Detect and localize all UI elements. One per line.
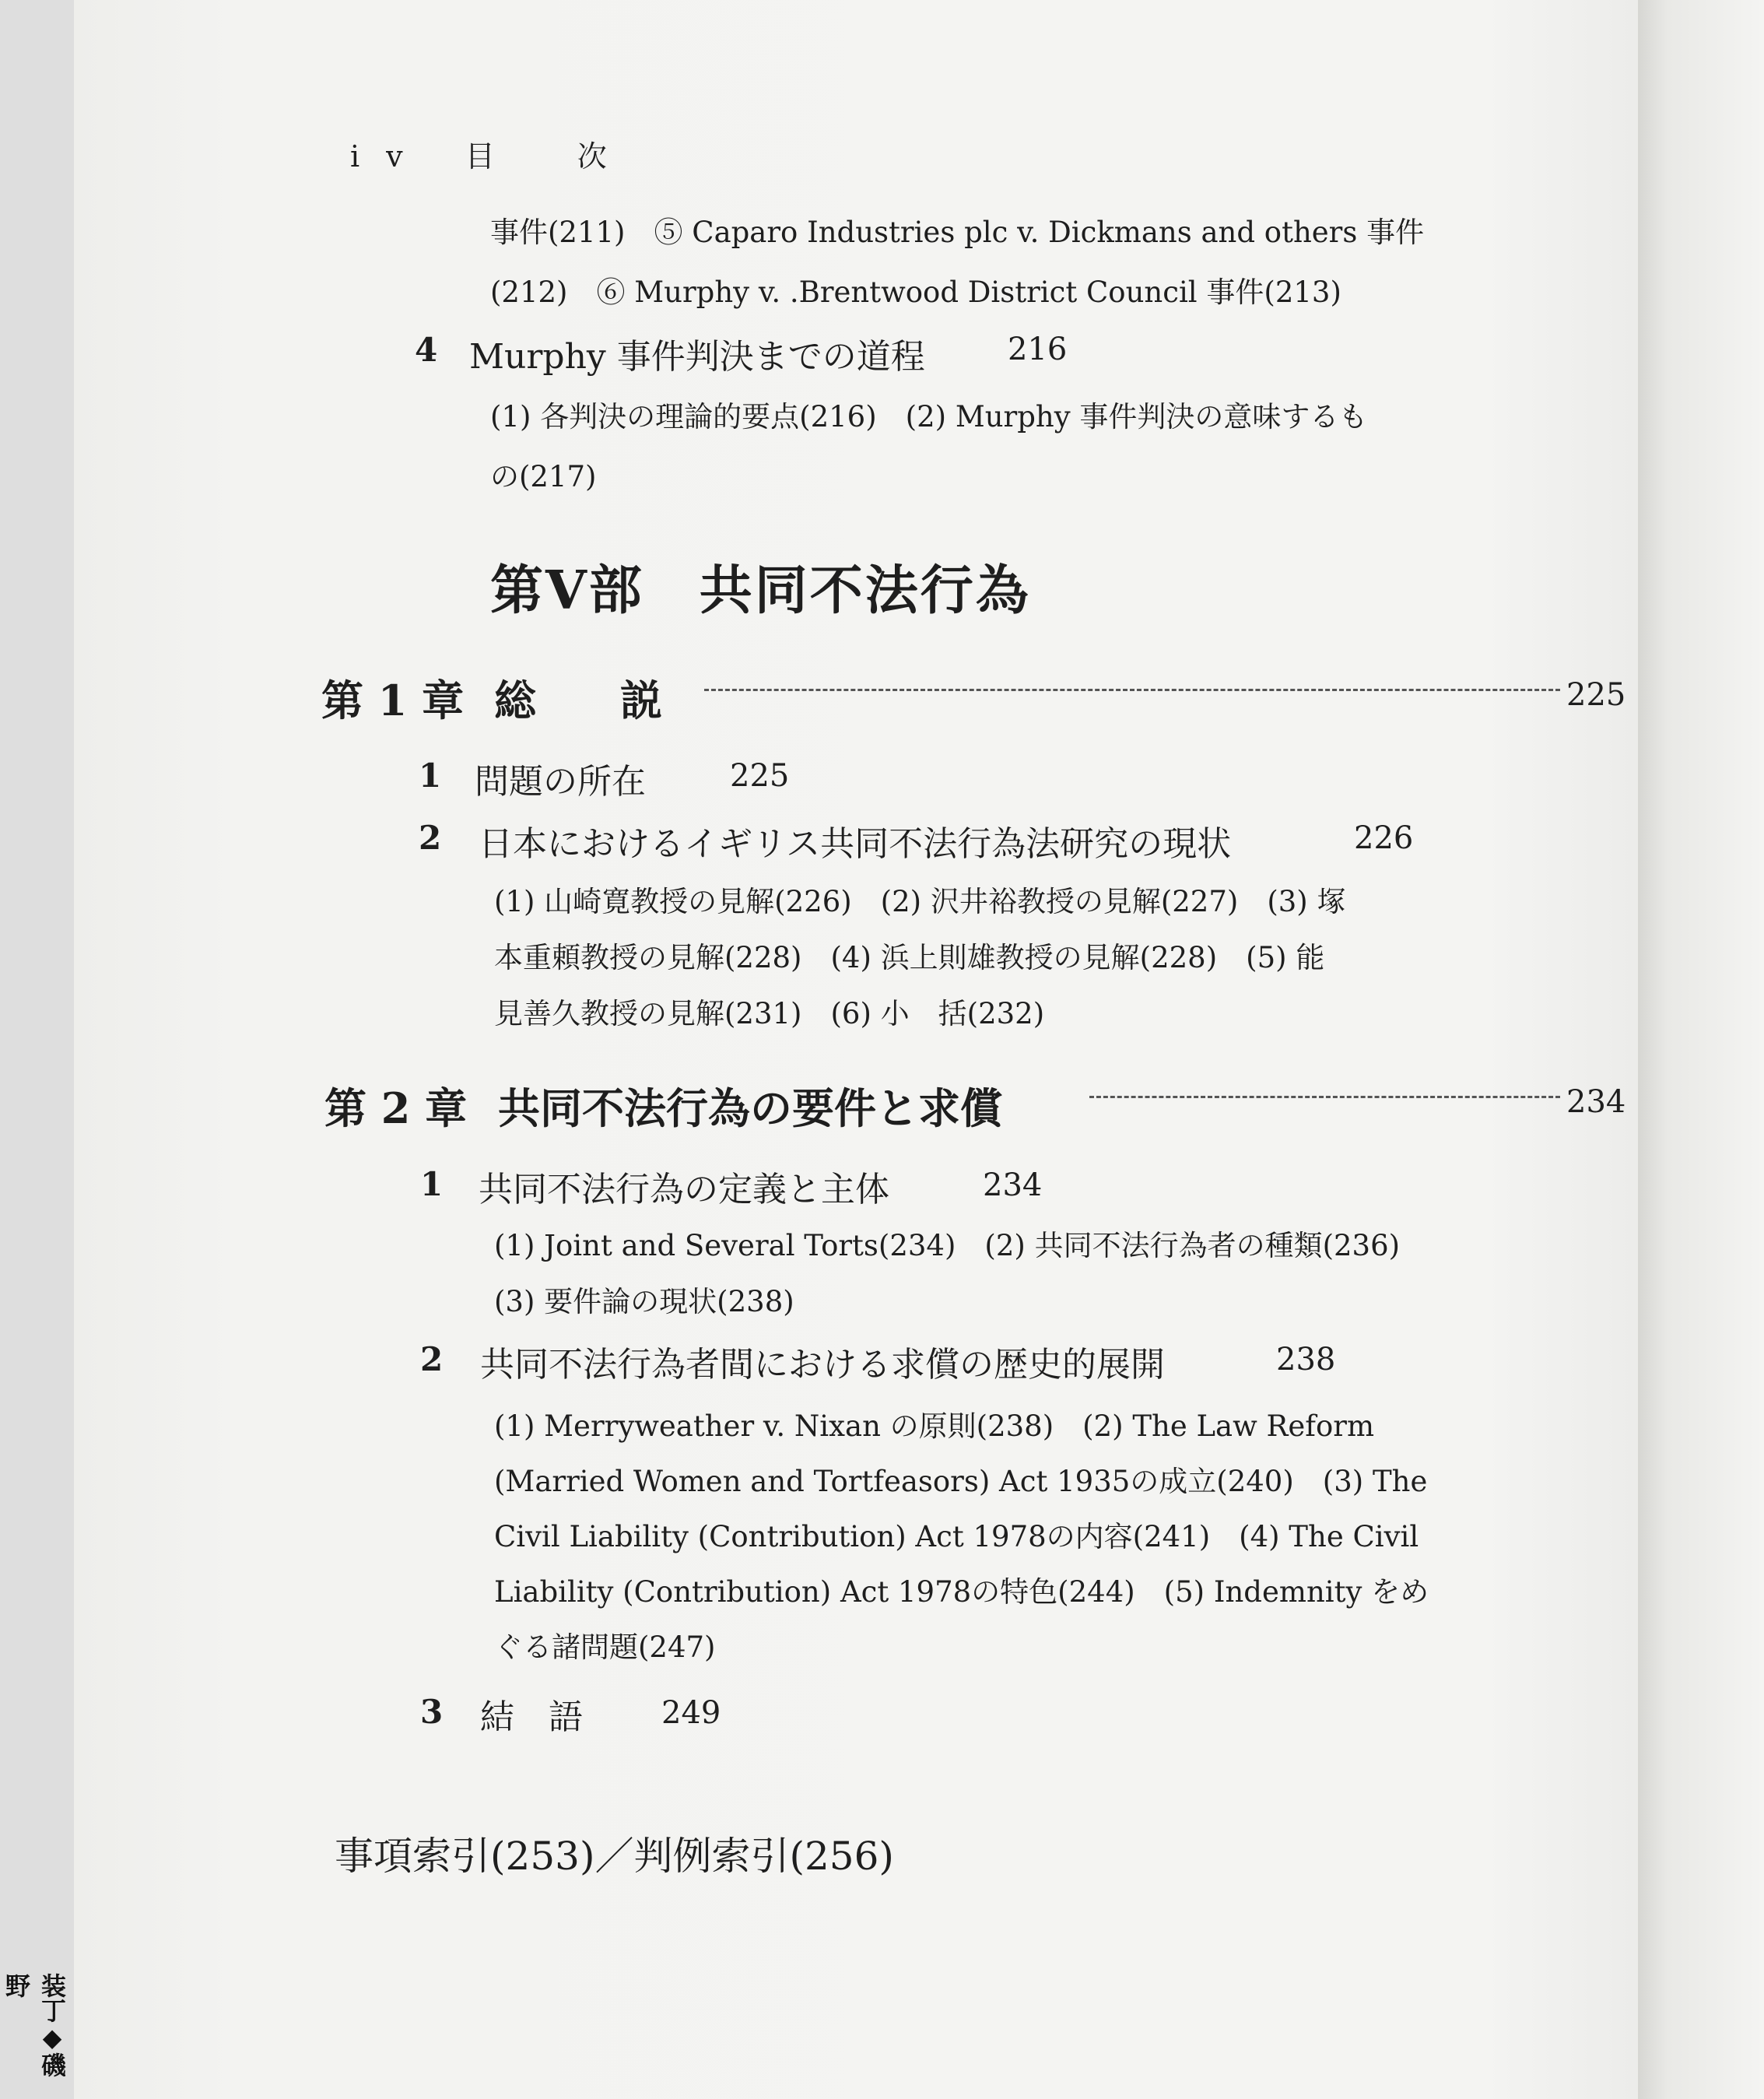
page-numeral: iv [350,139,430,174]
chapter2-leader [1089,1096,1560,1098]
chapter2-label: 第 2 章 [324,1083,468,1133]
spine-credit: 装丁◆磯野 [2,1973,67,2077]
ch2-item2-sub-1: (1) Merryweather v. Nixan の原則(238) (2) The Law Reform [494,1409,1375,1443]
ch1-item2-title: 日本におけるイギリス共同不法行為法研究の現状 [479,824,1232,864]
toc-page [74,0,1638,2099]
page-header [350,132,633,175]
chapter1-page: 225 [1566,677,1626,713]
ch1-item2-number: 2 [419,819,442,857]
ch2-item1-page: 234 [983,1167,1043,1203]
right-page-edge [1626,0,1764,2099]
ch2-item3-number: 3 [420,1693,444,1731]
prev-item-page: 216 [1008,332,1068,367]
ch2-item1-sub-1: (1) Joint and Several Torts(234) (2) 共同不法行為者の種類(236) [494,1229,1401,1262]
prev-case-line-1: 事件(211) ⑤ Caparo Industries plc v. Dickmans and others 事件 [490,216,1425,249]
index-line: 事項索引(253)／判例索引(256) [335,1834,894,1879]
ch2-item2-sub-2: (Married Women and Tortfeasors) Act 1935の成立(240) (3) The [494,1465,1428,1498]
ch2-item2-title: 共同不法行為者間における求償の歴史的展開 [480,1345,1165,1385]
chapter2-title: 共同不法行為の要件と求償 [498,1083,1002,1133]
chapter2-page: 234 [1566,1084,1626,1120]
prev-item-sub-2: の(217) [490,460,597,493]
chapter1-title: 総 説 [494,676,662,725]
header-title: 目 次 [465,139,633,174]
ch1-item2-sub-2: 本重頼教授の見解(228) (4) 浜上則雄教授の見解(228) (5) 能 [494,941,1325,974]
ch2-item1-title: 共同不法行為の定義と主体 [479,1170,889,1209]
ch2-item2-sub-5: ぐる諸問題(247) [494,1630,716,1664]
prev-item-title: Murphy 事件判決までの道程 [469,337,925,377]
ch1-item1-number: 1 [419,756,442,795]
prev-item-number: 4 [415,331,438,369]
ch2-item2-number: 2 [420,1340,444,1378]
ch2-item1-sub-2: (3) 要件論の現状(238) [494,1285,794,1318]
ch2-item3-page: 249 [661,1695,721,1731]
ch2-item3-title: 結 語 [480,1697,583,1737]
prev-item-sub-1: (1) 各判決の理論的要点(216) (2) Murphy 事件判決の意味するも [490,400,1368,433]
chapter1-leader [704,689,1560,691]
ch1-item2-sub-1: (1) 山崎寛教授の見解(226) (2) 沢井裕教授の見解(227) (3) 塚 [494,885,1346,918]
ch1-item1-page: 225 [730,758,790,794]
ch1-item2-sub-3: 見善久教授の見解(231) (6) 小 括(232) [494,997,1045,1030]
ch2-item2-page: 238 [1276,1342,1336,1378]
ch1-item1-title: 問題の所在 [475,762,646,802]
ch2-item2-sub-4: Liability (Contribution) Act 1978の特色(244) (5) Indemnity をめ [494,1575,1429,1609]
chapter1-label: 第 1 章 [321,676,465,725]
part-title: 第Ⅴ部 共同不法行為 [490,560,1031,622]
ch2-item1-number: 1 [420,1165,444,1203]
prev-case-line-2: (212) ⑥ Murphy v. .Brentwood District Council 事件(213) [490,276,1341,309]
ch2-item2-sub-3: Civil Liability (Contribution) Act 1978の内容(241) (4) The Civil [494,1520,1419,1553]
ch1-item2-page: 226 [1354,820,1414,856]
left-book-edge [0,0,74,2099]
